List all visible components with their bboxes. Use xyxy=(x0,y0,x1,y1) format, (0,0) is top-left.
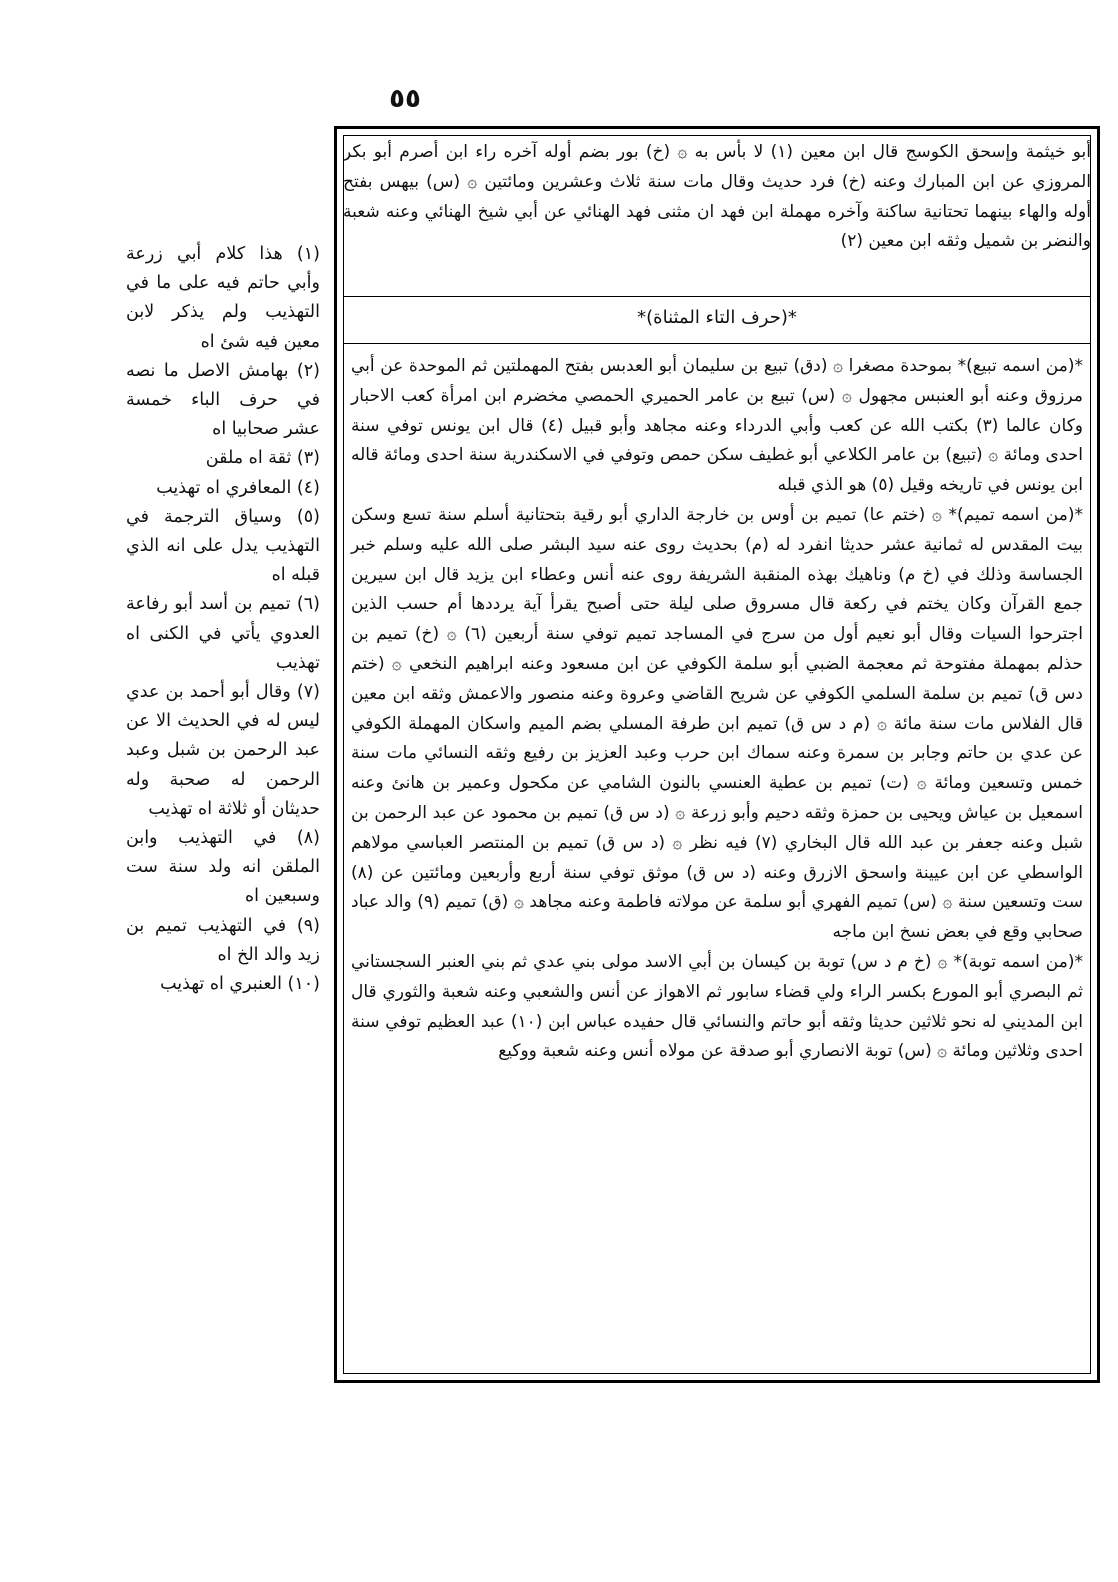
entry-paragraph: *(من اسمه تميم)* ۞ (ختم عا) تميم بن أوس بن خارجة الداري أبو رقية بتحتانية أسلم سنة تسع وسكن بيت المقدس له ثمانية عشر حديثا انفرد له (م) بحديث روى عنه سيد البشر صلى الله عليه وسلم خبر الجساسة وذلك في (خ م) وناهيك بهذه المنقبة الشريفة روى عنه أنس وعطاء ابن يزيد قال ابن سيرين جمع القرآن وكان يختم في ركعة قال مسروق صلى ليلة حتى أصبح يقرأ آية يرددها أم حسب الذين اجترحوا السيات وقال أبو نعيم أول من سرج في المساجد تميم توفي سنة أربعين (٦) ۞ (خ) تميم بن حذلم بمهملة مفتوحة ثم معجمة الضبي أبو سلمة الكوفي عن ابن مسعود وعنه ابراهيم النخعي ۞ (ختم دس ق) تميم بن سلمة السلمي الكوفي عن شريح القاضي وعروة وعنه منصور والاعمش وثقه ابن معين قال الفلاس مات سنة مائة ۞ (م د س ق) تميم ابن طرفة المسلي بضم الميم واسكان المهملة الكوفي عن عدي بن حاتم وجابر بن سمرة وعنه سماك ابن حرب وعبد العزيز بن رفيع وثقه النسائي مات سنة خمس وتسعين ومائة ۞ (ت) تميم بن عطية العنسي بالنون الشامي عن مكحول وعمير بن هانئ وعنه اسمعيل بن عياش ويحيى بن حمزة وثقه دحيم وأبو زرعة ۞ (د س ق) تميم بن محمود عن عبد الرحمن بن شبل وعنه جعفر بن عبد الله قال البخاري (٧) فيه نظر ۞ (د س ق) تميم بن المنتصر العباسي مولاهم الواسطي عن ابن عيينة واسحق الازرق وعنه (د س ق) موثق توفي سنة أربع وأربعين ومائتين عن (٨) ست وتسعين سنة ۞ (س) تميم الفهري أبو سلمة عن مولاته فاطمة وعنه مجاهد ۞ (ق) تميم (٩) والد عباد صحابي وقع في بعض نسخ ابن ماجه xyxy=(351,504,1084,943)
footnote: (١) هذا كلام أبي زرعة وأبي حاتم فيه على ما في التهذيب ولم يذكر لابن معين فيه شئ اه xyxy=(126,244,320,352)
entry-paragraph: *(من اسمه توبة)* ۞ (خ م د س) توبة بن كيسان بن أبي الاسد مولى بني عدي ثم بني العنبر السجستاني ثم البصري أبو المورع بكسر الراء ولي قضاء سابور ثم الاهواز عن أنس والشعبي وعنه شعبة والثوري قال ابن المديني له نحو ثلاثين حديثا وثقه أبو حاتم والنسائي قال حفيده عباس ابن (١٠) عبد العظيم توفي سنة احدى وثلاثين ومائة ۞ (س) توبة الانصاري أبو صدقة عن مولاه أنس وعنه شعبة ووكيع xyxy=(351,951,1083,1062)
footnotes-column xyxy=(126,240,320,999)
footnote: (٨) في التهذيب وابن الملقن انه ولد سنة ست وسبعين اه xyxy=(126,828,320,907)
section-heading: *(حرف التاء المثناة)* xyxy=(637,307,797,328)
footnote: (٢) بهامش الاصل ما نصه في حرف الباء خمسة عشر صحابيا اه xyxy=(126,360,320,440)
divider-top xyxy=(343,296,1091,297)
top-text-block: أبو خيثمة وإسحق الكوسج قال ابن معين (١) لا بأس به ۞ (خ) بور بضم أوله آخره راء ابن أصرم أبو بكر المروزي عن ابن المبارك وعنه (خ) فرد حديث وقال مات سنة ثلاث وعشرين ومائتين ۞ (س) بيهس بفتح أوله والهاء بينهما تحتانية ساكنة وآخره مهملة ابن فهد ان مثنى فهد الهنائي عن أبي شيخ الهنائي وعنه شعبة والنضر بن شميل وثقه ابن معين (٢) xyxy=(343,142,1091,252)
footnote: (٧) وقال أبو أحمد بن عدي ليس له في الحديث الا عن عبد الرحمن بن شبل وعبد الرحمن له صحبة وله حديثان أو ثلاثة اه تهذيب xyxy=(126,682,320,819)
footnote: (٦) تميم بن أسد أبو رفاعة العدوي يأتي في الكنى اه تهذيب xyxy=(126,594,320,673)
entries-block xyxy=(343,352,1091,1067)
entry-paragraph: *(من اسمه تبيع)* بموحدة مصغرا ۞ (دق) تبيع بن سليمان أبو العدبس بفتح المهملتين ثم الموحدة عن أبي مرزوق وعنه أبو العنبس مجهول ۞ (س) تبيع بن عامر الحميري الحمصي مخضرم ابن امرأة كعب الاحبار وكان عالما (٣) بكتب الله عن كعب وأبي الدرداء وعنه مجاهد وأبو قبيل (٤) قال ابن يونس توفي سنة احدى ومائة ۞ (تبيع) بن عامر الكلاعي أبو غطيف سكن حمص وتوفي في الاسكندرية سنة احدى ومائة قاله ابن يونس في تاريخه وقيل (٥) هو الذي قبله xyxy=(351,356,1084,496)
divider-bottom xyxy=(343,343,1091,344)
footnote: (٩) في التهذيب تميم بن زيد والد الخ اه xyxy=(126,915,320,965)
footnote: (٥) وسياق الترجمة في التهذيب يدل على انه الذي قبله اه xyxy=(126,506,320,586)
footnote: (١٠) العنبري اه تهذيب xyxy=(160,974,320,995)
footnote: (٣) ثقة اه ملقن xyxy=(205,448,320,469)
footnote: (٤) المعافري اه تهذيب xyxy=(156,477,320,498)
page-number: ٥٥ xyxy=(389,84,421,114)
